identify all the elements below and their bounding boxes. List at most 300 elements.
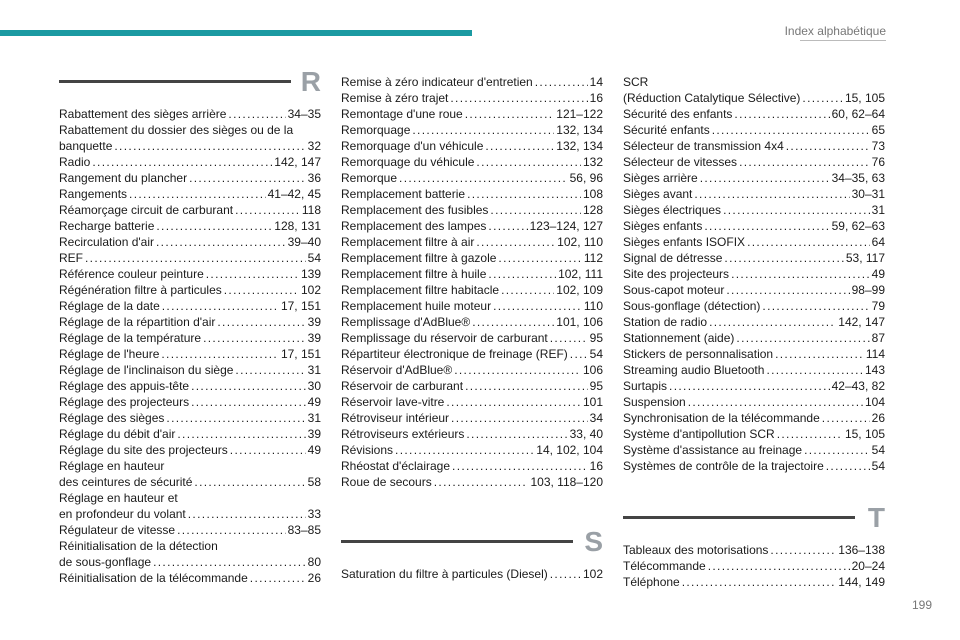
leader-dots xyxy=(822,410,870,426)
leader-dots xyxy=(412,122,554,138)
entry-pages: 114 xyxy=(865,347,885,361)
index-entry[interactable] xyxy=(341,90,603,106)
entry-list xyxy=(59,570,321,586)
index-entry[interactable] xyxy=(341,106,603,122)
entry-term: Réglage de la répartition d'air xyxy=(59,315,216,329)
entry-pages: 60, 62–64 xyxy=(831,107,885,121)
entry-pages: 17, 151 xyxy=(280,299,321,313)
leader-dots xyxy=(682,574,837,590)
index-entry[interactable] xyxy=(341,426,603,442)
leader-dots xyxy=(712,122,870,138)
entry-term: Sous-capot moteur xyxy=(623,283,725,297)
index-entry[interactable] xyxy=(341,410,603,426)
entry-term: Streaming audio Bluetooth xyxy=(623,363,765,377)
section-letter-s: S xyxy=(584,526,603,557)
entry-term: Système d'antipollution SCR xyxy=(623,427,775,441)
leader-dots xyxy=(488,218,527,234)
leader-dots xyxy=(493,298,582,314)
entry-term: Site des projecteurs xyxy=(623,267,730,281)
leader-dots xyxy=(488,266,556,282)
entry-pages: 76 xyxy=(871,155,885,169)
entry-pages: 103, 118–120 xyxy=(530,475,603,489)
entry-term: Remplacement filtre à huile xyxy=(341,267,487,281)
entry-pages: 39 xyxy=(307,331,321,345)
index-entry[interactable] xyxy=(59,506,321,522)
index-entry[interactable] xyxy=(59,442,321,458)
entry-term: Recharge batterie xyxy=(59,219,155,233)
leader-dots xyxy=(452,458,588,474)
entry-pages: 15, 105 xyxy=(844,91,885,105)
entry-pages: 136–138 xyxy=(838,543,885,557)
index-entry[interactable] xyxy=(59,362,321,378)
index-entry[interactable] xyxy=(59,266,321,282)
entry-term: Rangement du plancher xyxy=(59,171,188,185)
leader-dots xyxy=(228,106,285,122)
entry-term: Remplissage du réservoir de carburant xyxy=(341,331,548,345)
entry-pages: 101, 106 xyxy=(556,315,603,329)
index-entry[interactable] xyxy=(341,378,603,394)
leader-dots xyxy=(688,394,863,410)
index-entry[interactable] xyxy=(341,202,603,218)
entry-term: Téléphone xyxy=(623,575,680,589)
entry-term: Radio xyxy=(59,155,91,169)
index-entry[interactable] xyxy=(623,122,885,138)
index-entry[interactable] xyxy=(59,474,321,490)
index-entry[interactable] xyxy=(623,186,885,202)
entry-pages: 64 xyxy=(871,235,885,249)
entry-term: Réservoir lave-vitre xyxy=(341,395,445,409)
entry-term: Synchronisation de la télécommande xyxy=(623,411,820,425)
entry-pages: 142, 147 xyxy=(274,155,321,169)
entry-term: Signal de détresse xyxy=(623,251,723,265)
entry-pages: 132 xyxy=(582,155,603,169)
index-entry[interactable] xyxy=(623,154,885,170)
index-entry[interactable] xyxy=(341,346,603,362)
entry-term: Rétroviseur intérieur xyxy=(341,411,450,425)
leader-dots xyxy=(498,250,581,266)
entry-list xyxy=(341,74,603,490)
entry-pages: 58 xyxy=(307,475,321,489)
entry-pages: 108 xyxy=(582,187,603,201)
index-entry[interactable] xyxy=(341,314,603,330)
index-entry[interactable] xyxy=(59,282,321,298)
index-entry[interactable] xyxy=(623,458,885,474)
leader-dots xyxy=(709,314,836,330)
index-entry[interactable] xyxy=(59,218,321,234)
entry-pages: 87 xyxy=(871,331,885,345)
index-entry[interactable] xyxy=(59,410,321,426)
leader-dots xyxy=(203,330,306,346)
index-entry[interactable] xyxy=(623,346,885,362)
entry-pages: 26 xyxy=(307,571,321,585)
index-entry[interactable] xyxy=(341,186,603,202)
entry-term: Système d'assistance au freinage xyxy=(623,443,803,457)
leader-dots xyxy=(826,458,870,474)
entry-pages: 102, 110 xyxy=(557,235,603,249)
entry-pages: 59, 62–63 xyxy=(831,219,885,233)
entry-term: Remplacement filtre à gazole xyxy=(341,251,497,265)
leader-dots xyxy=(739,154,870,170)
entry-term: Suspension xyxy=(623,395,686,409)
entry-term: Sièges enfants xyxy=(623,219,703,233)
entry-term: Remplacement filtre à air xyxy=(341,235,475,249)
index-entry[interactable] xyxy=(341,138,603,154)
entry-pages: 34–35, 63 xyxy=(831,171,885,185)
entry-term: Remplissage d'AdBlue® xyxy=(341,315,471,329)
index-entry[interactable] xyxy=(59,250,321,266)
section-rule xyxy=(341,540,573,543)
index-entry[interactable] xyxy=(623,442,885,458)
leader-dots xyxy=(775,346,864,362)
entry-term: Stationnement (aide) xyxy=(623,331,735,345)
index-entry[interactable] xyxy=(623,282,885,298)
entry-line: Réinitialisation de la détection xyxy=(59,539,218,553)
entry-term: Révisions xyxy=(341,443,394,457)
entry-pages: 54 xyxy=(871,443,885,457)
entry-term: Réglage des projecteurs xyxy=(59,395,190,409)
leader-dots xyxy=(217,314,305,330)
entry-term: Remplacement batterie xyxy=(341,187,466,201)
leader-dots xyxy=(177,522,286,538)
index-entry[interactable] xyxy=(59,394,321,410)
section-letter-r: R xyxy=(300,66,321,97)
entry-pages: 128, 131 xyxy=(274,219,321,233)
index-entry[interactable] xyxy=(341,298,603,314)
entry-pages: 79 xyxy=(871,299,885,313)
index-entry[interactable] xyxy=(59,554,321,570)
leader-dots xyxy=(465,378,588,394)
index-entry[interactable] xyxy=(341,474,603,490)
index-entry[interactable] xyxy=(59,378,321,394)
leader-dots xyxy=(465,106,555,122)
index-entry[interactable] xyxy=(623,234,885,250)
leader-dots xyxy=(704,218,829,234)
entry-term: Réglage de l'inclinaison du siège xyxy=(59,363,234,377)
entry-term: Réglage du site des projecteurs xyxy=(59,443,228,457)
leader-dots xyxy=(485,138,554,154)
entry-term: Tableaux des motorisations xyxy=(623,543,769,557)
index-column-2 xyxy=(341,74,603,582)
leader-dots xyxy=(450,90,587,106)
index-entry[interactable] xyxy=(623,266,885,282)
entry-list xyxy=(59,522,321,538)
entry-pages: 33, 40 xyxy=(569,427,603,441)
entry-pages: 33 xyxy=(307,507,321,521)
entry-pages: 54 xyxy=(871,459,885,473)
entry-list xyxy=(59,154,321,458)
entry-term: Systèmes de contrôle de la trajectoire xyxy=(623,459,824,473)
entry-term: de sous-gonflage xyxy=(59,555,152,569)
index-entry[interactable] xyxy=(341,250,603,266)
entry-pages: 121–122 xyxy=(556,107,603,121)
leader-dots xyxy=(777,426,843,442)
section-letter-t: T xyxy=(867,502,885,533)
index-entry[interactable] xyxy=(59,106,321,122)
leader-dots xyxy=(129,186,266,202)
entry-term: Télécommande xyxy=(623,559,706,573)
index-entry[interactable] xyxy=(341,74,603,90)
leader-dots xyxy=(770,542,836,558)
entry-pages: 39–40 xyxy=(287,235,321,249)
entry-pages: 31 xyxy=(871,203,885,217)
index-entry[interactable] xyxy=(341,154,603,170)
entry-pages: 54 xyxy=(589,347,603,361)
entry-term: Remplacement des fusibles xyxy=(341,203,489,217)
section-rule xyxy=(623,516,855,519)
entry-pages: 41–42, 45 xyxy=(267,187,321,201)
index-entry[interactable] xyxy=(59,522,321,538)
entry-term: Remorquage xyxy=(341,123,411,137)
index-entry[interactable] xyxy=(59,330,321,346)
entry-term: Stickers de personnalisation xyxy=(623,347,774,361)
entry-pages: 101 xyxy=(582,395,603,409)
index-entry[interactable] xyxy=(623,426,885,442)
leader-dots xyxy=(550,566,581,582)
index-entry[interactable] xyxy=(59,346,321,362)
leader-dots xyxy=(235,362,305,378)
index-entry[interactable] xyxy=(341,394,603,410)
entry-term: (Réduction Catalytique Sélective) xyxy=(623,91,801,105)
entry-pages: 118 xyxy=(301,203,321,217)
entry-term: Référence couleur peinture xyxy=(59,267,204,281)
entry-pages: 110 xyxy=(583,299,603,313)
entry-term: Remplacement filtre habitacle xyxy=(341,283,500,297)
index-entry[interactable] xyxy=(623,542,885,558)
index-entry[interactable] xyxy=(623,378,885,394)
index-entry[interactable] xyxy=(623,202,885,218)
entry-pages: 106 xyxy=(582,363,603,377)
entry-pages: 32 xyxy=(307,139,321,153)
index-entry[interactable] xyxy=(623,574,885,590)
index-entry[interactable] xyxy=(341,170,603,186)
entry-term: Remontage d'une roue xyxy=(341,107,463,121)
entry-pages: 54 xyxy=(307,251,321,265)
index-entry[interactable] xyxy=(341,122,603,138)
entry-pages: 104 xyxy=(864,395,885,409)
entry-term: Remise à zéro trajet xyxy=(341,91,449,105)
leader-dots xyxy=(166,410,305,426)
index-entry[interactable] xyxy=(623,330,885,346)
entry-term: Réglage des sièges xyxy=(59,411,165,425)
entry-pages: 102, 111 xyxy=(558,267,603,281)
index-entry[interactable] xyxy=(341,442,603,458)
entry-line: Rabattement du dossier des sièges ou de la xyxy=(59,123,294,137)
entry-term: Remise à zéro indicateur d'entretien xyxy=(341,75,533,89)
entry-pages: 31 xyxy=(307,411,321,425)
header-rule xyxy=(800,40,886,41)
index-entry[interactable] xyxy=(59,170,321,186)
index-entry[interactable] xyxy=(623,558,885,574)
index-entry[interactable] xyxy=(623,298,885,314)
index-entry[interactable] xyxy=(59,426,321,442)
entry-list xyxy=(623,542,885,590)
entry-pages: 30 xyxy=(307,379,321,393)
index-entry[interactable] xyxy=(623,90,885,106)
leader-dots xyxy=(466,426,567,442)
entry-term: REF xyxy=(59,251,83,265)
entry-term: Réservoir de carburant xyxy=(341,379,464,393)
index-entry[interactable] xyxy=(59,186,321,202)
entry-pages: 49 xyxy=(307,443,321,457)
leader-dots xyxy=(766,362,863,378)
entry-pages: 53, 117 xyxy=(845,251,885,265)
index-entry[interactable] xyxy=(341,330,603,346)
index-column-3 xyxy=(623,74,885,590)
index-entry[interactable] xyxy=(623,170,885,186)
entry-pages: 49 xyxy=(871,267,885,281)
entry-list xyxy=(341,566,603,582)
leader-dots xyxy=(472,314,554,330)
index-entry[interactable] xyxy=(623,394,885,410)
index-entry[interactable] xyxy=(623,218,885,234)
leader-dots xyxy=(570,346,588,362)
section-rule xyxy=(59,80,291,83)
header-accent-bar xyxy=(0,30,472,36)
entry-pages: 16 xyxy=(589,459,603,473)
leader-dots xyxy=(206,266,299,282)
entry-term: Régulateur de vitesse xyxy=(59,523,176,537)
entry-term: Réservoir d'AdBlue® xyxy=(341,363,453,377)
entry-term: Surtapis xyxy=(623,379,668,393)
leader-dots xyxy=(501,282,554,298)
entry-list xyxy=(623,106,885,474)
entry-pages: 31 xyxy=(307,363,321,377)
leader-dots xyxy=(189,170,306,186)
leader-dots xyxy=(395,442,534,458)
entry-pages: 49 xyxy=(307,395,321,409)
leader-dots xyxy=(669,378,830,394)
section-header-r xyxy=(59,66,321,102)
entry-term: Remplacement des lampes xyxy=(341,219,487,233)
entry-term: Réamorçage circuit de carburant xyxy=(59,203,234,217)
leader-dots xyxy=(156,234,286,250)
section-header-s xyxy=(341,526,603,562)
index-entry[interactable] xyxy=(623,106,885,122)
entry-term: en profondeur du volant xyxy=(59,507,186,521)
entry-term: banquette xyxy=(59,139,113,153)
leader-dots xyxy=(85,250,306,266)
leader-dots xyxy=(156,218,272,234)
leader-dots xyxy=(191,394,306,410)
leader-dots xyxy=(736,330,869,346)
leader-dots xyxy=(476,234,555,250)
leader-dots xyxy=(726,282,849,298)
entry-term: Réglage des appuis-tête xyxy=(59,379,190,393)
index-entry[interactable] xyxy=(341,282,603,298)
page-number: 199 xyxy=(911,598,932,612)
entry-pages: 102 xyxy=(300,283,321,297)
entry-pages: 73 xyxy=(871,139,885,153)
entry-pages: 36 xyxy=(307,171,321,185)
entry-term: Répartiteur électronique de freinage (REF) xyxy=(341,347,568,361)
index-entry[interactable] xyxy=(341,266,603,282)
entry-pages: 39 xyxy=(307,427,321,441)
entry-term: Sécurité des enfants xyxy=(623,107,733,121)
index-entry[interactable] xyxy=(59,298,321,314)
index-entry[interactable] xyxy=(59,314,321,330)
entry-term: Réinitialisation de la télécommande xyxy=(59,571,248,585)
entry-pages: 144, 149 xyxy=(838,575,885,589)
entry-pages: 17, 151 xyxy=(280,347,321,361)
leader-dots xyxy=(804,442,870,458)
entry-pages: 42–43, 82 xyxy=(831,379,885,393)
entry-pages: 14 xyxy=(589,75,603,89)
leader-dots xyxy=(454,362,581,378)
leader-dots xyxy=(550,330,588,346)
entry-list xyxy=(59,106,321,122)
entry-pages: 102, 109 xyxy=(556,283,603,297)
entry-pages: 123–124, 127 xyxy=(529,219,603,233)
entry-pages: 26 xyxy=(871,411,885,425)
entry-term: Saturation du filtre à particules (Diesel) xyxy=(341,567,548,581)
entry-term: Sélecteur de vitesses xyxy=(623,155,738,169)
entry-line: Réglage en hauteur et xyxy=(59,491,178,505)
entry-pages: 143 xyxy=(864,363,885,377)
entry-pages: 16 xyxy=(589,91,603,105)
entry-pages: 132, 134 xyxy=(556,123,603,137)
index-entry[interactable] xyxy=(623,138,885,154)
index-entry[interactable] xyxy=(341,566,603,582)
leader-dots xyxy=(230,442,306,458)
leader-dots xyxy=(747,234,870,250)
entry-term: Sélecteur de transmission 4x4 xyxy=(623,139,784,153)
entry-pages: 142, 147 xyxy=(838,315,885,329)
entry-term: Sous-gonflage (détection) xyxy=(623,299,761,313)
index-entry[interactable] xyxy=(623,250,885,266)
entry-term: Réglage de la température xyxy=(59,331,202,345)
leader-dots xyxy=(708,558,850,574)
entry-term: Remorque xyxy=(341,171,398,185)
entry-pages: 98–99 xyxy=(851,283,885,297)
index-entry[interactable] xyxy=(59,570,321,586)
index-entry[interactable] xyxy=(623,410,885,426)
index-entry[interactable] xyxy=(341,458,603,474)
index-entry[interactable] xyxy=(341,362,603,378)
entry-term: Régénération filtre à particules xyxy=(59,283,222,297)
leader-dots xyxy=(724,250,843,266)
index-entry[interactable] xyxy=(341,218,603,234)
leader-dots xyxy=(723,202,870,218)
entry-term: Rabattement des sièges arrière xyxy=(59,107,227,121)
entry-pages: 65 xyxy=(871,123,885,137)
index-entry[interactable] xyxy=(59,154,321,170)
leader-dots xyxy=(191,378,306,394)
entry-term: Roue de secours xyxy=(341,475,432,489)
entry-pages: 34–35 xyxy=(287,107,321,121)
index-entry[interactable] xyxy=(623,314,885,330)
index-entry[interactable] xyxy=(59,138,321,154)
leader-dots xyxy=(235,202,300,218)
leader-dots xyxy=(451,410,588,426)
leader-dots xyxy=(177,426,305,442)
index-entry[interactable] xyxy=(623,362,885,378)
entry-term: Rétroviseurs extérieurs xyxy=(341,427,465,441)
index-entry[interactable] xyxy=(59,234,321,250)
entry-term: Remplacement huile moteur xyxy=(341,299,492,313)
index-entry[interactable] xyxy=(341,234,603,250)
section-header-t xyxy=(623,502,885,538)
leader-dots xyxy=(694,186,849,202)
leader-dots xyxy=(762,298,869,314)
entry-pages: 80 xyxy=(307,555,321,569)
index-entry[interactable] xyxy=(59,202,321,218)
leader-dots xyxy=(734,106,829,122)
entry-pages: 95 xyxy=(589,379,603,393)
leader-dots xyxy=(162,298,279,314)
entry-pages: 83–85 xyxy=(287,523,321,537)
leader-dots xyxy=(700,170,830,186)
leader-dots xyxy=(731,266,870,282)
